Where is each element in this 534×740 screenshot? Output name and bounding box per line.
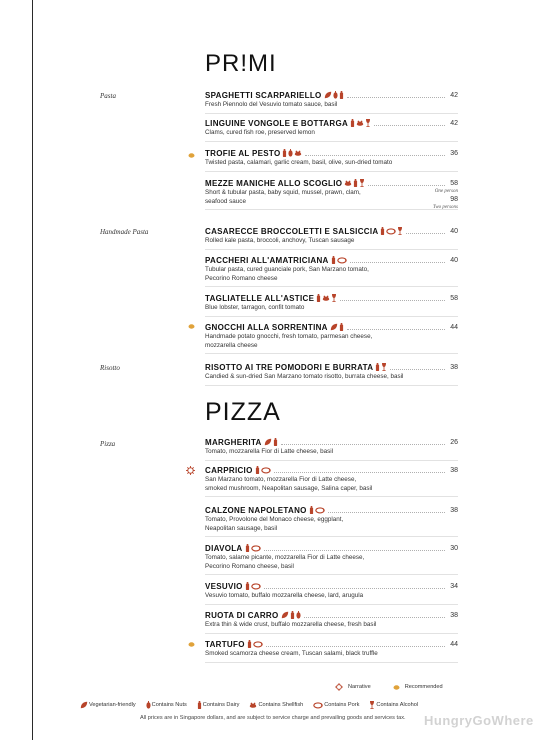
key-narrative-label: Narrative: [348, 684, 371, 690]
dish-separator: [205, 496, 458, 497]
section-title-pizza: PIZZA: [205, 398, 281, 426]
dish-description: [205, 129, 445, 138]
legend-shellfish: [249, 701, 303, 709]
dish-description: [205, 189, 445, 206]
dotted-leader: [340, 295, 445, 301]
dish-name: TROFIE AL PESTO: [205, 148, 281, 158]
dairy-icon: [247, 640, 252, 648]
dairy-icon: [339, 91, 344, 99]
allergen-icons: [375, 363, 387, 371]
dish-price: 36: [450, 149, 458, 157]
dish-title-row: [205, 118, 458, 128]
allergen-icons: [316, 294, 337, 302]
recommended-icon: [393, 685, 400, 690]
recommended-icon: [188, 642, 195, 647]
allergen-icons: [281, 611, 301, 619]
alcohol-icon: [331, 294, 337, 302]
pork-icon: [386, 227, 396, 235]
dish-name: GNOCCHI ALLA SORRENTINA: [205, 322, 328, 332]
primi-dish: [205, 178, 458, 210]
dish-name: MEZZE MANICHE ALLO SCOGLIO: [205, 178, 343, 188]
narrative-icon: [186, 466, 195, 475]
dairy-icon: [353, 179, 358, 187]
description-line: Tubular pasta, cured guanciale pork, San Marzano tomato,: [205, 266, 369, 273]
primi-dish: [205, 226, 458, 250]
dotted-leader: [368, 180, 445, 186]
dish-separator: [205, 141, 458, 142]
dotted-leader: [304, 612, 445, 618]
vegetarian-icon: [330, 323, 338, 331]
key-narrative: [335, 683, 371, 691]
dish-price: 38: [450, 363, 458, 371]
dish-title-row: [205, 293, 458, 303]
dish-separator: [205, 460, 458, 461]
dairy-icon: [309, 506, 314, 514]
dish-title-row: [205, 610, 458, 620]
dish-price: 58: [450, 294, 458, 302]
dish-description: [205, 554, 445, 571]
dish-price: 44: [450, 323, 458, 331]
dotted-leader: [347, 92, 445, 98]
pork-icon: [251, 544, 261, 552]
primi-dish: [205, 362, 458, 386]
dish-separator: [205, 662, 458, 663]
dish-description: [205, 621, 445, 630]
allergen-icons: [309, 506, 325, 514]
dish-description: [205, 101, 445, 110]
dotted-leader: [264, 545, 445, 551]
pizza-dish: [205, 581, 458, 605]
description-line: Twisted pasta, calamari, garlic cream, basil, olive, sun-dried tomato: [205, 159, 393, 166]
legend-vegetarian-label: Vegetarian-friendly: [89, 702, 136, 708]
shellfish-icon: [356, 119, 364, 127]
watermark-logo: HungryGoWhere: [424, 713, 534, 728]
dotted-leader: [281, 439, 445, 445]
dish-price: 38: [450, 466, 458, 474]
dairy-icon: [282, 149, 287, 157]
alcohol-icon: [359, 179, 365, 187]
dairy-icon: [380, 227, 385, 235]
symbol-key: [335, 683, 443, 691]
dish-title-row: [205, 255, 458, 265]
pizza-dish: [205, 610, 458, 634]
dish-title-row: [205, 581, 458, 591]
dish-separator: [205, 633, 458, 634]
dish-name: RUOTA DI CARRO: [205, 610, 279, 620]
vegetarian-icon: [264, 438, 272, 446]
pizza-dish: [205, 437, 458, 461]
allergen-legend: [80, 700, 480, 710]
dish-name: SPAGHETTI SCARPARIELLO: [205, 90, 322, 100]
dotted-leader: [328, 507, 445, 513]
recommended-icon: [188, 324, 195, 329]
dotted-leader: [406, 228, 445, 234]
dish-separator: [205, 209, 458, 210]
description-line: Tomato, salame picante, mozzarella Fior di Latte cheese,: [205, 554, 365, 561]
dish-description: [205, 516, 445, 533]
dish-name: CALZONE NAPOLETANO: [205, 505, 307, 515]
dairy-icon: [255, 466, 260, 474]
allergen-icons: [245, 582, 261, 590]
legend-dairy-label: Contains Dairy: [202, 702, 240, 708]
description-line: Tomato, mozzarella Fior di Latte cheese, basil: [205, 448, 334, 455]
primi-dish: [205, 90, 458, 114]
description-line: Tomato, Provolone del Monaco cheese, eggplant,: [205, 516, 344, 523]
description-line: Pecorino Romano cheese: [205, 274, 278, 282]
dairy-icon: [273, 438, 278, 446]
description-line: Smoked scamorza cheese cream, Tuscan salami, black truffle: [205, 650, 378, 657]
dish-separator: [205, 316, 458, 317]
dish-name: LINGUINE VONGOLE E BOTTARGA: [205, 118, 349, 128]
vegetarian-icon: [324, 91, 332, 99]
dish-title-row: [205, 148, 458, 158]
alcohol-icon: [365, 119, 371, 127]
description-line: Handmade potato gnocchi, fresh tomato, parmesan cheese,: [205, 333, 373, 340]
description-line: Vesuvio tomato, buffalo mozzarella cheese, lard, arugula: [205, 592, 364, 599]
vegetarian-icon: [281, 611, 289, 619]
dish-price: 26: [450, 438, 458, 446]
pizza-dish: [205, 465, 458, 497]
description-line: Candied & sun-dried San Marzano tomato risotto, burrata cheese, basil: [205, 373, 404, 380]
pork-icon: [313, 701, 323, 709]
category-handmade-pasta: Handmade Pasta: [100, 228, 149, 236]
primi-dish: [205, 118, 458, 142]
legend-vegetarian: [80, 701, 136, 709]
allergen-icons: [282, 149, 302, 157]
dish-title-row: [205, 437, 458, 447]
dotted-leader: [347, 324, 445, 330]
dairy-icon: [331, 256, 336, 264]
dish-separator: [205, 249, 458, 250]
dish-separator: [205, 286, 458, 287]
dish-name: RISOTTO AI TRE POMODORI E BURRATA: [205, 362, 374, 372]
allergen-icons: [350, 119, 371, 127]
allergen-icons: [380, 227, 403, 235]
dish-name: CARPRICIO: [205, 465, 253, 475]
dish-title-row: [205, 178, 458, 188]
dish-name: CASARECCE BROCCOLETTI E SALSICCIA: [205, 226, 379, 236]
description-line: Fresh Piennolo del Vesuvio tomato sauce, basil: [205, 101, 338, 108]
description-line: Clams, cured fish roe, preserved lemon: [205, 129, 315, 136]
dotted-leader: [305, 150, 445, 156]
description-line: Blue lobster, tarragon, confit tomato: [205, 304, 305, 311]
dairy-icon: [339, 323, 344, 331]
category-pizza: Pizza: [100, 440, 116, 448]
dish-description: [205, 448, 445, 457]
shellfish-icon: [322, 294, 330, 302]
alcohol-icon: [381, 363, 387, 371]
allergen-icons: [255, 466, 271, 474]
dish-title-row: [205, 90, 458, 100]
description-line: seafood sauce: [205, 197, 246, 205]
narrative-icon: [335, 683, 343, 691]
dish-description: [205, 476, 445, 493]
primi-dish: [205, 255, 458, 287]
allergen-icons: [264, 438, 278, 446]
legend-shellfish-label: Contains Shellfish: [258, 702, 304, 708]
dish-title-row: [205, 362, 458, 372]
dish-price: 30: [450, 544, 458, 552]
legend-alcohol-label: Contains Alcohol: [376, 702, 419, 708]
dish-title-row: [205, 465, 458, 475]
dish-price: 44: [450, 640, 458, 648]
section-title-primi: PR!MI: [205, 50, 277, 77]
legend-nuts-label: Contains Nuts: [151, 702, 187, 708]
pizza-dish: [205, 505, 458, 537]
primi-dish: [205, 148, 458, 172]
primi-dish: [205, 293, 458, 317]
dotted-leader: [264, 583, 445, 589]
category-risotto: Risotto: [100, 364, 120, 372]
dish-name: TARTUFO: [205, 639, 245, 649]
shellfish-icon: [249, 701, 257, 709]
description-line: Neapolitan sausage, basil: [205, 524, 278, 532]
dish-description: [205, 237, 445, 246]
nuts-icon: [146, 701, 151, 709]
legend-pork: [313, 701, 359, 709]
dish-price: 40: [450, 256, 458, 264]
dish-price: 42: [450, 91, 458, 99]
recommended-icon: [188, 153, 195, 158]
allergen-icons: [324, 91, 344, 99]
key-recommended-label: Recommended: [404, 684, 443, 690]
description-line: Short & tubular pasta, baby squid, mussel, prawn, clam,: [205, 189, 361, 196]
primi-dish: [205, 322, 458, 354]
dish-description: [205, 159, 445, 168]
dish-name: MARGHERITA: [205, 437, 262, 447]
shellfish-icon: [344, 179, 352, 187]
left-margin-rule: [32, 0, 33, 740]
dish-price: 38: [450, 506, 458, 514]
allergen-icons: [247, 640, 263, 648]
dish-title-row: [205, 322, 458, 332]
pork-icon: [337, 256, 347, 264]
nuts-icon: [296, 611, 301, 619]
pork-icon: [251, 582, 261, 590]
dairy-icon: [316, 294, 321, 302]
key-recommended: [393, 684, 443, 690]
nuts-icon: [288, 149, 293, 157]
dish-name: DIAVOLA: [205, 543, 243, 553]
dish-separator: [205, 385, 458, 386]
dish-description: [205, 592, 445, 601]
dish-description: [205, 266, 445, 283]
pizza-dish: [205, 639, 458, 663]
allergen-icons: [245, 544, 261, 552]
dish-title-row: [205, 226, 458, 236]
dairy-icon: [290, 611, 295, 619]
dotted-leader: [374, 120, 445, 126]
dotted-leader: [350, 257, 445, 263]
dish-name: PACCHERI ALL'AMATRICIANA: [205, 255, 329, 265]
description-line: Extra thin & wide crust, buffalo mozzarella cheese, fresh basil: [205, 621, 377, 628]
pork-icon: [253, 640, 263, 648]
legend-alcohol: [369, 701, 418, 709]
dish-separator: [205, 171, 458, 172]
dish-separator: [205, 604, 458, 605]
description-line: San Marzano tomato, mozzarella Fior di Latte cheese,: [205, 476, 357, 483]
dish-separator: [205, 536, 458, 537]
dish-description: [205, 373, 445, 382]
allergen-icons: [330, 323, 344, 331]
dotted-leader: [274, 467, 445, 473]
vegetarian-icon: [80, 701, 88, 709]
nuts-icon: [333, 91, 338, 99]
dish-separator: [205, 574, 458, 575]
dish-name: VESUVIO: [205, 581, 243, 591]
description-line: Pecorino Romano cheese, basil: [205, 562, 294, 570]
shellfish-icon: [294, 149, 302, 157]
category-pasta: Pasta: [100, 92, 116, 100]
dairy-icon: [375, 363, 380, 371]
legend-pork-label: Contains Pork: [324, 702, 360, 708]
price-note-one-person: One person: [434, 189, 458, 194]
dish-title-row: [205, 543, 458, 553]
dish-title-row: [205, 639, 458, 649]
dish-description: [205, 650, 445, 659]
pizza-dish: [205, 543, 458, 575]
dish-price: 34: [450, 582, 458, 590]
pork-icon: [261, 466, 271, 474]
pork-icon: [315, 506, 325, 514]
allergen-icons: [344, 179, 365, 187]
dish-price-two-persons: 98: [450, 196, 458, 203]
description-line: smoked mushroom, Neapolitan sausage, Salina caper, basil: [205, 484, 373, 492]
description-line: Rolled kale pasta, broccoli, anchovy, Tuscan sausage: [205, 237, 355, 244]
legend-dairy: [197, 701, 240, 709]
dish-price: 38: [450, 611, 458, 619]
alcohol-icon: [369, 701, 375, 709]
dish-title-row: [205, 505, 458, 515]
dish-separator: [205, 113, 458, 114]
legend-nuts: [146, 701, 187, 709]
dish-price: 40: [450, 227, 458, 235]
dish-price: 58: [450, 179, 458, 187]
alcohol-icon: [397, 227, 403, 235]
dotted-leader: [266, 641, 445, 647]
allergen-icons: [331, 256, 347, 264]
dotted-leader: [390, 364, 445, 370]
dish-separator: [205, 353, 458, 354]
dairy-icon: [350, 119, 355, 127]
dish-description: [205, 304, 445, 313]
price-note-two-persons: Two persons: [432, 205, 458, 210]
dish-description: [205, 333, 445, 350]
dish-name: TAGLIATELLE ALL'ASTICE: [205, 293, 315, 303]
dairy-icon: [245, 582, 250, 590]
description-line: mozzarella cheese: [205, 341, 258, 349]
dish-price: 42: [450, 119, 458, 127]
dairy-icon: [197, 701, 202, 709]
price-footnote: All prices are in Singapore dollars, and are subject to service charge and prevailing goods and services tax.: [140, 715, 406, 721]
dairy-icon: [245, 544, 250, 552]
